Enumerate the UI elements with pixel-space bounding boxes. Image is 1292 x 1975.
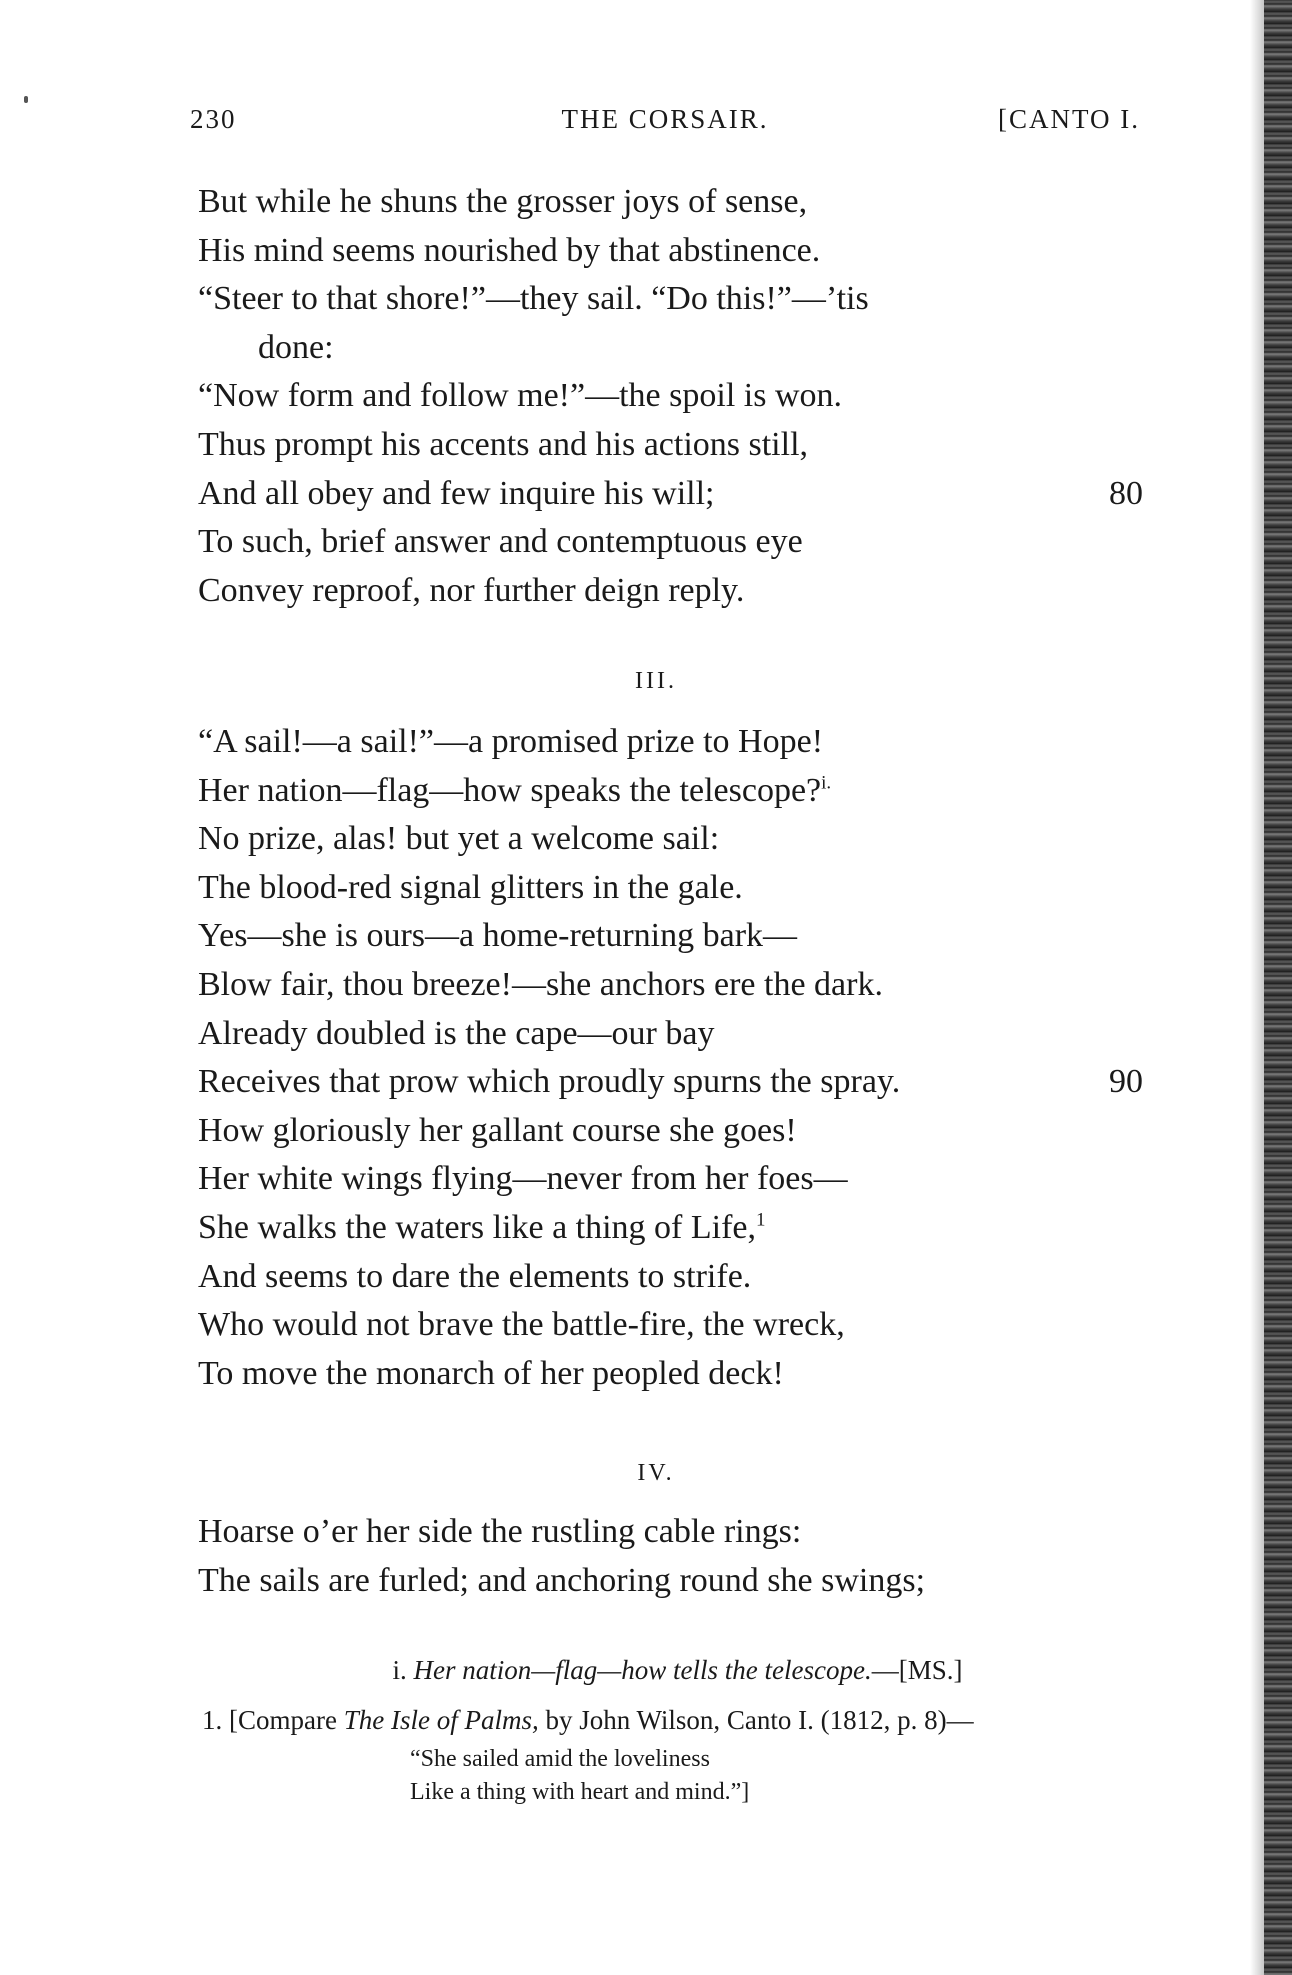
line-number: 80 bbox=[1109, 474, 1143, 512]
verse-line: Blow fair, thou breeze!—she anchors ere the dark. bbox=[198, 965, 883, 1003]
verse-line: His mind seems nourished by that abstinence. bbox=[198, 231, 821, 269]
verse-line: “Now form and follow me!”—the spoil is won. bbox=[198, 377, 842, 415]
page-number: 230 bbox=[190, 104, 237, 134]
source-footnote bbox=[180, 1703, 1145, 1737]
verse-text: Receives that prow which proudly spurns the spray. bbox=[198, 1063, 901, 1101]
quote-line: “She sailed amid the loveliness bbox=[410, 1746, 710, 1772]
verse-line: “A sail!—a sail!”—a promised prize to Hope! bbox=[198, 723, 824, 760]
variant-footnote-source: —[MS.] bbox=[871, 1655, 963, 1685]
footnote-marker: 1 bbox=[756, 1209, 766, 1231]
canto-label: [CANTO I. bbox=[998, 104, 1140, 134]
verse-line: No prize, alas! but yet a welcome sail: bbox=[198, 820, 720, 858]
verse-text: And all obey and few inquire his will; bbox=[198, 474, 715, 512]
verse-line: To such, brief answer and contemptuous eye bbox=[198, 523, 803, 561]
scan-speck bbox=[24, 96, 28, 103]
verse-line: Thus prompt his accents and his actions still, bbox=[198, 425, 809, 463]
stanza-2-ending bbox=[198, 178, 1143, 615]
quote-line: Like a thing with heart and mind.”] bbox=[410, 1779, 750, 1805]
verse-line: The blood-red signal glitters in the gale. bbox=[198, 868, 743, 906]
variant-footnote-text: Her nation—flag—how tells the telescope. bbox=[413, 1655, 872, 1685]
stanza-4 bbox=[198, 1508, 1143, 1605]
verse-line: Hoarse o’er her side the rustling cable rings: bbox=[198, 1513, 802, 1550]
running-head bbox=[190, 104, 1140, 144]
verse-line-continuation: done: bbox=[258, 328, 334, 366]
scanned-binding-edge bbox=[1264, 0, 1292, 1975]
line-number: 90 bbox=[1109, 1063, 1143, 1101]
verse-line: “Steer to that shore!”—they sail. “Do this!”—’tis bbox=[198, 280, 869, 318]
source-footnote-work: The Isle of Palms, bbox=[343, 1705, 539, 1735]
verse-line: Who would not brave the battle-fire, the wreck, bbox=[198, 1306, 845, 1344]
verse-line: How gloriously her gallant course she goes! bbox=[198, 1111, 797, 1149]
verse-line: Yes—she is ours—a home-returning bark— bbox=[198, 917, 798, 955]
verse-line bbox=[198, 470, 1143, 519]
source-footnote-rest: by John Wilson, Canto I. (1812, p. 8)— bbox=[545, 1705, 974, 1735]
verse-line: Convey reproof, nor further deign reply. bbox=[198, 571, 745, 609]
stanza-heading: III. bbox=[635, 668, 677, 694]
verse-line: Already doubled is the cape—our bay bbox=[198, 1014, 715, 1052]
verse-text: Her nation—flag—how speaks the telescope? bbox=[198, 771, 822, 809]
source-footnote-label: 1. bbox=[202, 1705, 223, 1735]
verse-text: She walks the waters like a thing of Life, bbox=[198, 1208, 757, 1246]
verse-line: But while he shuns the grosser joys of sense, bbox=[198, 183, 808, 220]
stanza-heading: IV. bbox=[637, 1460, 675, 1486]
variant-footnote bbox=[180, 1651, 1145, 1689]
footnotes bbox=[180, 1651, 1145, 1809]
verse-line bbox=[198, 767, 1143, 816]
verse-line: To move the monarch of her peopled deck! bbox=[198, 1354, 784, 1392]
verse-line: The sails are furled; and anchoring round she swings; bbox=[198, 1561, 926, 1599]
book-title: THE CORSAIR. bbox=[561, 104, 769, 134]
variant-footnote-label: i. bbox=[392, 1655, 407, 1685]
verse-line: And seems to dare the elements to strife. bbox=[198, 1257, 752, 1295]
verse-line bbox=[198, 1204, 1143, 1253]
stanza-3 bbox=[198, 718, 1143, 1398]
verse-line bbox=[198, 1058, 1143, 1107]
quoted-verse bbox=[410, 1743, 1145, 1809]
source-footnote-prefix: [Compare bbox=[229, 1705, 337, 1735]
variant-marker: i. bbox=[821, 772, 832, 794]
verse-line: Her white wings flying—never from her foes— bbox=[198, 1160, 848, 1198]
